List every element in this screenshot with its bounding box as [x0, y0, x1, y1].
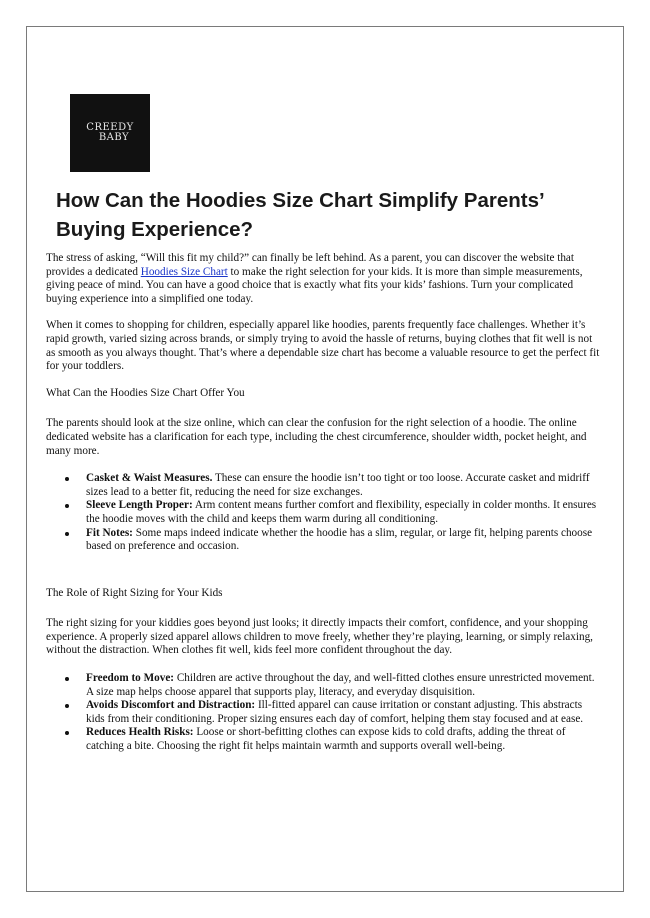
section-1-paragraph: The parents should look at the size online, which can clear the confusion for the right selection of a hoodie. The online dedicated website has a clarification for each type, including the chest circumference, shoulder width, pocket height, and many more.	[46, 417, 587, 457]
list-item-label: Sleeve Length Proper:	[86, 499, 193, 512]
list-item-label: Fit Notes:	[86, 526, 133, 539]
list-item-text: Arm content means further comfort and flexibility, especially in colder months. It ensures the hoodie moves with the child and keeps them warm during all conditioning.	[86, 499, 597, 525]
list-item-label: Casket & Waist Measures.	[86, 472, 213, 485]
intro-text-pre: The stress of asking, “Will this fit my child?” can finally be left behind. As a parent, you can discover the website that provides a dedicated	[46, 252, 575, 278]
list-item-label: Avoids Discomfort and Distraction:	[86, 699, 256, 712]
section-1-list	[46, 472, 602, 554]
list-item-label: Freedom to Move:	[86, 672, 175, 685]
list-item-text: These can ensure the hoodie isn’t too tight or too loose. Accurate casket and midriff sizes lead to a better fit, reducing the need for size exchanges.	[86, 472, 590, 498]
paragraph-2: When it comes to shopping for children, especially apparel like hoodies, parents frequently face challenges. Whether it’s rapid growth, varied sizing across brands, or simply trying to avoid the hassle of returns, buying clothes that fit well is not as smooth as you always thought. That’s where a dependable size chart has become a valuable resource to get the perfect fit for your toddlers.	[46, 319, 600, 373]
brand-logo	[70, 94, 150, 172]
list-item	[46, 527, 602, 554]
list-item-text: Some maps indeed indicate whether the hoodie has a slim, regular, or large fit, helping parents choose based on preference and occasion.	[86, 526, 593, 553]
article-body	[46, 252, 602, 754]
list-item	[46, 472, 602, 499]
logo-line-2: BABY	[98, 132, 130, 143]
section-2-list	[46, 672, 602, 754]
list-item	[46, 499, 602, 526]
section-2-paragraph: The right sizing for your kiddies goes beyond just looks; it directly impacts their comfort, confidence, and your shopping experience. A properly sized apparel allows children to move freely, whether they’re playing, learning, or simply relaxing, without the distraction. When clothes fit well, kids feel more confident throughout the day.	[46, 617, 593, 657]
intro-text-post: to make the right selection for your kids. It is more than simple measurements, giving peace of mind. You can have a good choice that is exactly what fits your kids’ fashions. Turn your complicated buying experience into a simplified one today.	[46, 265, 583, 305]
list-item	[46, 699, 602, 726]
list-item	[46, 726, 602, 753]
section-1-heading: What Can the Hoodies Size Chart Offer You	[46, 386, 245, 399]
list-item	[46, 672, 602, 699]
intro-paragraph	[46, 252, 602, 306]
page-title: How Can the Hoodies Size Chart Simplify Parents’ Buying Experience?	[56, 189, 544, 241]
list-item-text: Loose or short-befitting clothes can expose kids to cold drafts, adding the threat of catching a bite. Choosing the right fit helps maintain warmth and supports overall well-being.	[86, 726, 566, 753]
hoodies-size-chart-link[interactable]: Hoodies Size Chart	[140, 265, 228, 278]
list-item-label: Reduces Health Risks:	[86, 726, 194, 739]
section-2-heading: The Role of Right Sizing for Your Kids	[46, 586, 223, 599]
list-item-text: Children are active throughout the day, and well-fitted clothes ensure unrestricted movement. A size map helps choose apparel that supports play, literacy, and everyday disquisition.	[86, 672, 595, 698]
logo-line-1: CREEDY	[86, 122, 134, 133]
list-item-text: Ill-fitted apparel can cause irritation or constant adjusting. This abstracts kids from their conditioning. Proper sizing ensures each day of comfort, helping them stay focused and at ease.	[86, 699, 584, 725]
